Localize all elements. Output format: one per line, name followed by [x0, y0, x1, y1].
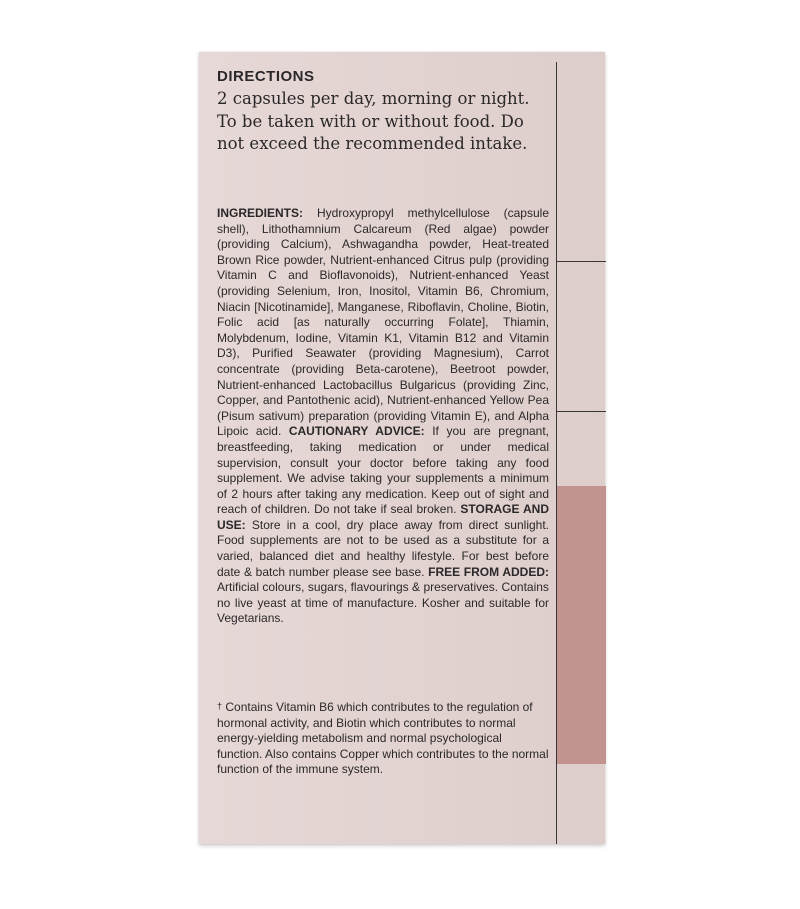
product-box-back-panel — [199, 52, 605, 844]
ingredients-text: Hydroxypropyl methylcellulose (capsule shell), Lithothamnium Calcareum (Red algae) powder (providing Calcium), Ashwagandha powder, Heat-treated Brown Rice powder, Nutrient-enhanced Citrus pulp (providing Vitamin C and Bioflavonoids), Nutrient-enhanced Yeast (providing Selenium, Iron, Inositol, Vitamin B6, Chromium, Niacin [Nicotinamide], Manganese, Riboflavin, Choline, Biotin, Folic acid [as naturally occurring Folate], Thiamin, Molybdenum, Iodine, Vitamin K1, Vitamin B12 and Vitamin D3), Purified Seawater (providing Magnesium), Carrot concentrate (providing Beta-carotene), Beetroot powder, Nutrient-enhanced Lactobacillus Bulgaricus (providing Zinc, Copper, and Pantothenic acid), Nutrient-enhanced Yellow Pea (Pisum sativum) preparation (providing Vitamin E), and Alpha Lipoic acid. — [217, 206, 549, 439]
footnote-text: Contains Vitamin B6 which contributes to the regulation of hormonal activity, and Biotin which contributes to normal energy-yielding metabolism and normal psychological function. Also contains Copper which contributes to the normal function of the immune system. — [217, 700, 549, 777]
free-from-label: FREE FROM ADDED: — [428, 564, 550, 579]
side-divider-line — [557, 261, 606, 262]
dagger-symbol: † — [217, 701, 223, 711]
caution-label: CAUTIONARY ADVICE: — [288, 424, 425, 439]
footnote-block — [217, 699, 549, 778]
caution-text: If you are pregnant, breastfeeding, taking medication or under medical supervision, consult your doctor before taking any food supplement. We advise taking your supplements a minimum of 2 hours after taking any medication. Keep out of sight and reach of children. Do not take if seal broken. — [217, 424, 550, 517]
label-content — [217, 68, 550, 777]
side-divider-line — [557, 411, 606, 412]
directions-title: DIRECTIONS — [217, 68, 315, 85]
side-panel — [556, 62, 606, 844]
storage-label: STORAGE AND USE: — [217, 502, 549, 532]
ingredients-block — [217, 206, 549, 627]
storage-text: Store in a cool, dry place away from direct sunlight. Food supplements are not to be used as a substitute for a varied, balanced diet and healthy lifestyle. For best before date & batch number please see base. — [217, 517, 549, 579]
color-swatch-block — [557, 486, 606, 764]
directions-text: 2 capsules per day, morning or night. To be taken with or without food. Do not exceed the recommended intake. — [217, 89, 530, 153]
ingredients-label: INGREDIENTS: — [217, 206, 304, 220]
free-from-text: Artificial colours, sugars, flavourings & preservatives. Contains no live yeast at time of manufacture. Kosher and suitable for Vegetarians. — [217, 580, 549, 626]
